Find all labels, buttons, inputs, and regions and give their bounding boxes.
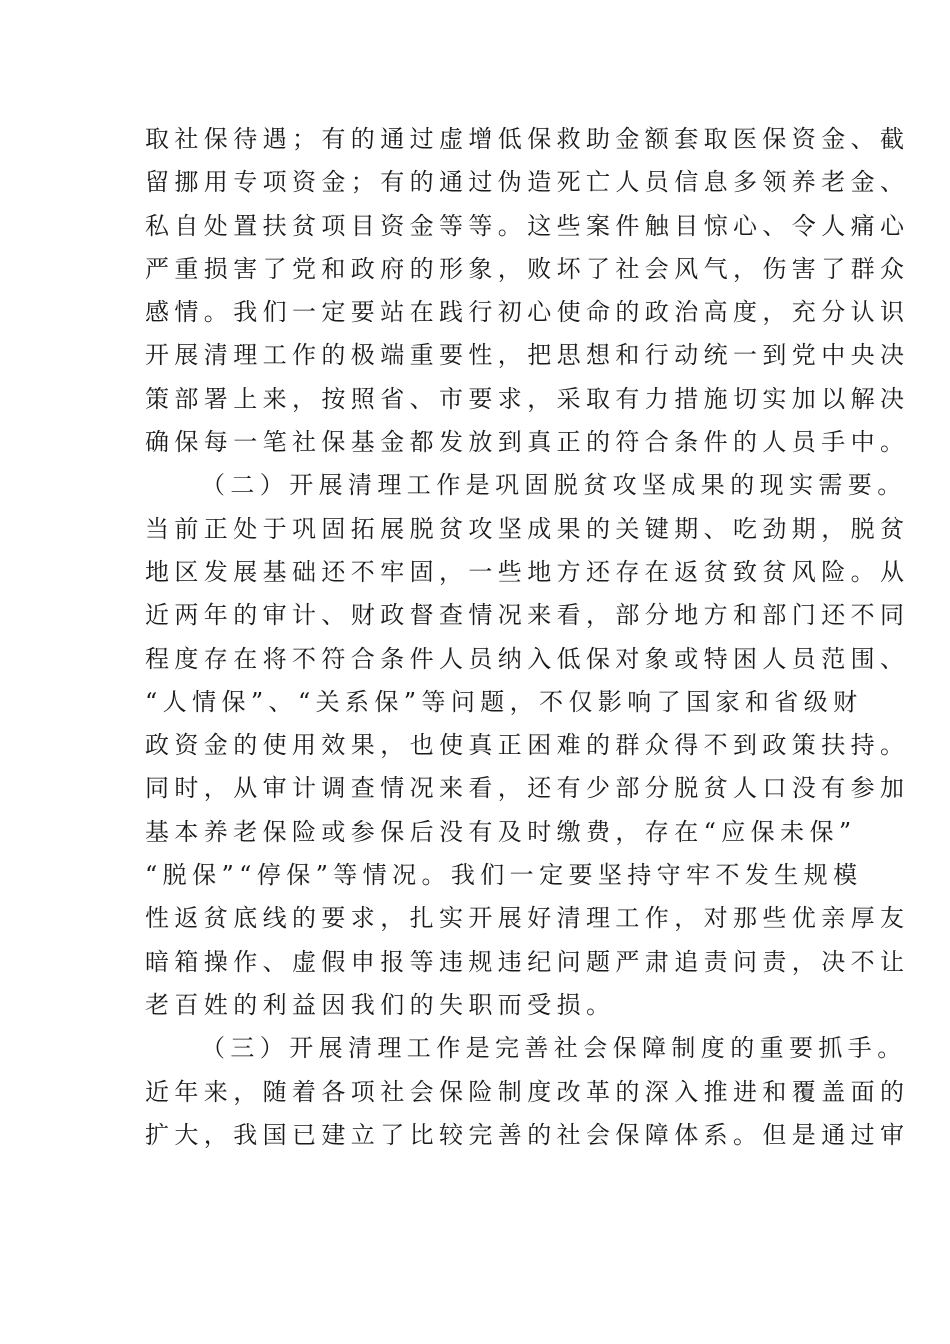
paragraph-line: 暗箱操作、虚假申报等违规违纪问题严肃追责问责，决不让 <box>145 947 910 976</box>
paragraph-line: “人情保”、“关系保”等问题，不仅影响了国家和省级财 <box>145 687 863 716</box>
paragraph-line: 策部署上来，按照省、市要求，采取有力措施切实加以解决 <box>145 384 910 413</box>
paragraph-line: 扩大，我国已建立了比较完善的社会保障体系。但是通过审 <box>145 1120 910 1149</box>
paragraph-line: 当前正处于巩固拓展脱贫攻坚成果的关键期、吃劲期，脱贫 <box>145 514 910 543</box>
paragraph-line: 近年来，随着各项社会保险制度改革的深入推进和覆盖面的 <box>145 1077 910 1106</box>
paragraph-line: 政资金的使用效果，也使真正困难的群众得不到政策扶持。 <box>145 731 910 760</box>
paragraph-line: 老百姓的利益因我们的失职而受损。 <box>145 990 616 1019</box>
paragraph-line: 程度存在将不符合条件人员纳入低保对象或特困人员范围、 <box>145 644 910 673</box>
paragraph-line: 近两年的审计、财政督查情况来看，部分地方和部门还不同 <box>145 601 910 630</box>
body-text <box>145 118 910 1157</box>
section-heading-line: （二）开展清理工作是巩固脱贫攻坚成果的现实需要。 <box>201 471 907 500</box>
paragraph-line: 留挪用专项资金；有的通过伪造死亡人员信息多领养老金、 <box>145 168 910 197</box>
paragraph-line: 地区发展基础还不牢固，一些地方还存在返贫致贫风险。从 <box>145 557 910 586</box>
paragraph-line: “脱保”“停保”等情况。我们一定要坚持守牢不发生规模 <box>145 861 863 890</box>
section-heading-line: （三）开展清理工作是完善社会保障制度的重要抓手。 <box>201 1034 907 1063</box>
paragraph-line: 基本养老保险或参保后没有及时缴费，存在“应保未保” <box>145 817 857 846</box>
paragraph-line: 感情。我们一定要站在践行初心使命的政治高度，充分认识 <box>145 298 910 327</box>
paragraph-line: 开展清理工作的极端重要性，把思想和行动统一到党中央决 <box>145 341 910 370</box>
paragraph-line: 性返贫底线的要求，扎实开展好清理工作，对那些优亲厚友 <box>145 904 910 933</box>
paragraph-line: 同时，从审计调查情况来看，还有少部分脱贫人口没有参加 <box>145 774 910 803</box>
paragraph-line: 私自处置扶贫项目资金等等。这些案件触目惊心、令人痛心 <box>145 211 910 240</box>
paragraph-line: 取社保待遇；有的通过虚增低保救助金额套取医保资金、截 <box>145 125 910 153</box>
paragraph-line: 严重损害了党和政府的形象，败坏了社会风气，伤害了群众 <box>145 254 910 283</box>
paragraph-line: 确保每一笔社保基金都发放到真正的符合条件的人员手中。 <box>145 428 910 457</box>
